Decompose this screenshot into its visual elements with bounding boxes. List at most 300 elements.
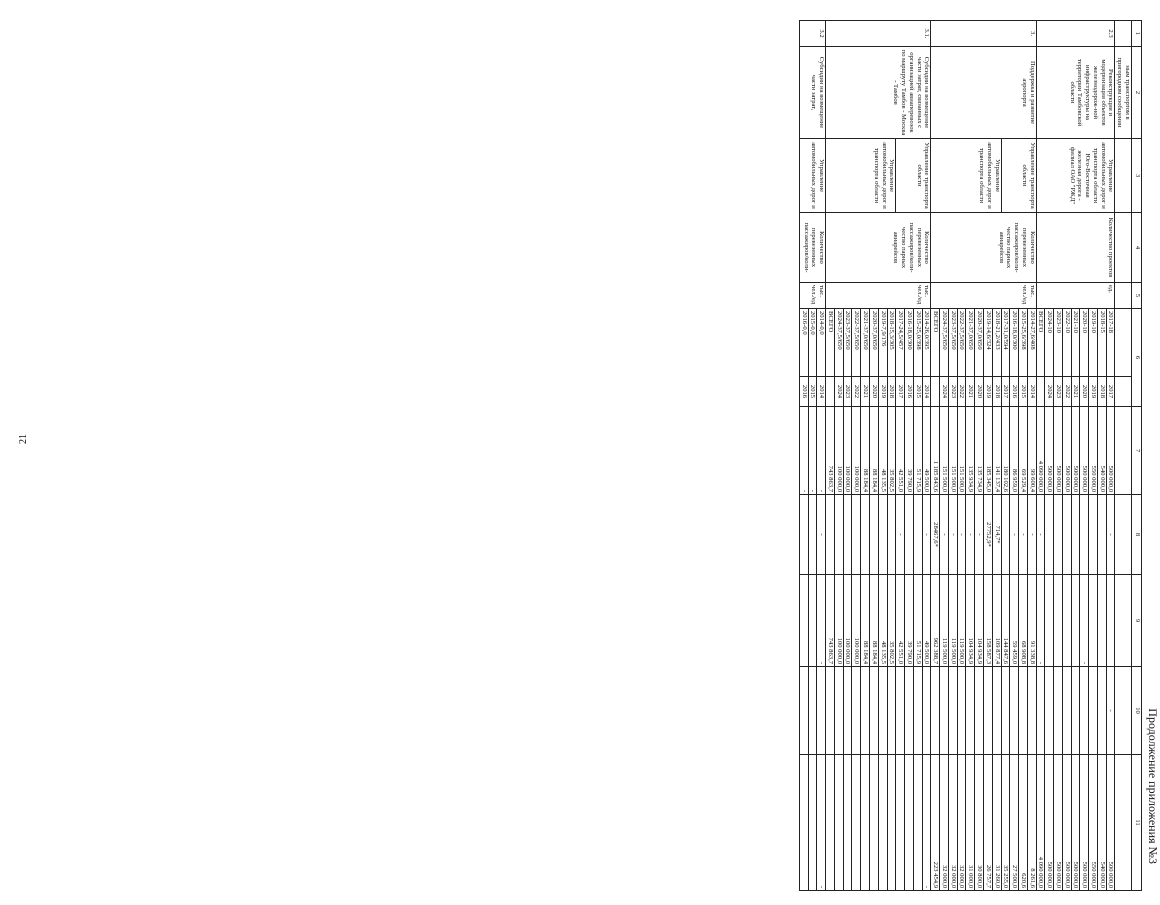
federal-funding-cell — [878, 495, 887, 575]
target-value-cell: ВСЕГО — [931, 309, 940, 377]
regional-funding-cell — [1097, 575, 1106, 667]
other-funding-cell — [870, 755, 879, 891]
federal-funding-cell — [1054, 495, 1063, 575]
federal-funding-cell: - — [1106, 495, 1115, 575]
other-funding-cell — [799, 755, 808, 891]
federal-funding-cell — [1001, 495, 1010, 575]
total-funding-cell: 69 529,4 — [1019, 407, 1028, 495]
year-cell: 2023 — [843, 377, 852, 407]
year-cell: 2020 — [1080, 377, 1089, 407]
regional-funding-cell: 49 500,0 — [922, 575, 931, 667]
regional-funding-cell: 100 000,0 — [852, 575, 861, 667]
other-funding-cell: 27 500,0 — [1010, 755, 1019, 891]
other-funding-cell: 550 000,0 — [1089, 755, 1098, 891]
other-funding-cell: 32 000,0 — [948, 755, 957, 891]
year-cell: 2017 — [896, 377, 905, 407]
regional-funding-cell: 59 459,0 — [1010, 575, 1019, 667]
regional-funding-cell: 119 500,0 — [957, 575, 966, 667]
local-funding-cell — [1045, 667, 1054, 755]
federal-funding-cell — [1062, 495, 1071, 575]
total-funding-cell: 4 090 000,0 — [1036, 407, 1045, 495]
rotated-page — [620, 20, 1160, 889]
federal-funding-cell — [1045, 495, 1054, 575]
other-funding-cell — [834, 755, 843, 891]
appendix-title: Продолжение приложения №3 — [1146, 708, 1160, 864]
table-row — [1106, 21, 1115, 891]
indicator-cell: Количество перевезенных пассажиров/коли-чество парных авиарейсов — [931, 213, 1036, 283]
target-value-cell: 2016-0,0 — [799, 309, 808, 377]
empty-cell — [1115, 755, 1132, 891]
section-name: Поддержка и развитие аэропорта — [931, 47, 1036, 139]
local-funding-cell — [940, 667, 949, 755]
empty-cell — [1115, 309, 1132, 377]
local-funding-cell — [799, 667, 808, 755]
regional-funding-cell: 109 877,4 — [992, 575, 1001, 667]
target-value-cell: 2023-37,5/650 — [843, 309, 852, 377]
empty-cell — [1115, 667, 1132, 755]
section-name: Реконструкция и модернизация объектов железнодорож-ной инфраструктуры на территории Тамбовской области — [1036, 47, 1115, 139]
target-value-cell: 2017-31,0/594 — [1001, 309, 1010, 377]
other-funding-cell — [843, 755, 852, 891]
indicator-cell: Количество перевезенных пассажиров/коли- — [799, 213, 825, 283]
other-funding-cell — [878, 755, 887, 891]
target-value-cell: 2022-37,5/650 — [852, 309, 861, 377]
local-funding-cell — [843, 667, 852, 755]
indicator-cell: Количество перевезенных пассажиров/коли-чество парных авиарейсов — [826, 213, 931, 283]
target-value-cell: 2024-10 — [1045, 309, 1054, 377]
regional-funding-cell: 100 000,0 — [843, 575, 852, 667]
section-number: 3. — [931, 21, 1036, 47]
other-funding-cell: 500 000,0 — [1106, 755, 1115, 891]
section-name: Субсидии на возмещение части затрат, — [799, 47, 825, 139]
total-funding-cell: 500 000,0 — [1080, 407, 1089, 495]
target-value-cell: ВСЕГО — [1036, 309, 1045, 377]
other-funding-cell — [808, 755, 817, 891]
target-value-cell: 2020-10 — [1080, 309, 1089, 377]
total-funding-cell: 500 000,0 — [1054, 407, 1063, 495]
other-funding-cell: 32 000,0 — [940, 755, 949, 891]
federal-funding-cell: 28467,6* — [931, 495, 940, 575]
total-funding-cell: 550 000,0 — [1089, 407, 1098, 495]
federal-funding-cell — [808, 495, 817, 575]
federal-funding-cell — [905, 495, 914, 575]
year-cell: 2024 — [940, 377, 949, 407]
year-cell: 2015 — [913, 377, 922, 407]
regional-funding-cell: 42 551,0 — [896, 575, 905, 667]
other-funding-cell: 500 000,0 — [1071, 755, 1080, 891]
executor-cell — [1115, 139, 1132, 213]
year-cell — [1036, 377, 1045, 407]
unit-cell: тыс. чел./ед — [826, 283, 931, 309]
executor-cell: Управление автомобильных дорог и транспорта области Юго-Восточная железная дорога - филиал ОАО "РЖД" — [1036, 139, 1115, 213]
target-value-cell: 2014-0,0 — [817, 309, 826, 377]
executor-cell: Управление транспорта области — [896, 139, 931, 213]
other-funding-cell: 223 454,9 — [931, 755, 940, 891]
page-number: 21 — [18, 434, 29, 444]
other-funding-cell: 8 261,6 — [1027, 755, 1036, 891]
regional-funding-cell: 104 934,9 — [975, 575, 984, 667]
total-funding-cell: 180 102,6 — [1001, 407, 1010, 495]
regional-funding-cell: - — [1080, 575, 1089, 667]
year-cell: 2024 — [1045, 377, 1054, 407]
other-funding-cell — [905, 755, 914, 891]
local-funding-cell — [975, 667, 984, 755]
total-funding-cell: 135 734,9 — [975, 407, 984, 495]
year-cell: 2019 — [878, 377, 887, 407]
regional-funding-cell: 104 934,9 — [966, 575, 975, 667]
regional-funding-cell: 68 908,8 — [1019, 575, 1028, 667]
total-funding-cell: 88 184,4 — [870, 407, 879, 495]
executor-cell: Управление автомобильных дорог и — [799, 139, 825, 213]
year-cell: 2017 — [1106, 377, 1115, 407]
year-cell: 2021 — [1071, 377, 1080, 407]
other-funding-cell: 35 255,0 — [1001, 755, 1010, 891]
target-value-cell: 2015-25,0/398 — [913, 309, 922, 377]
federal-funding-cell — [834, 495, 843, 575]
federal-funding-cell — [852, 495, 861, 575]
program-table — [799, 20, 1142, 891]
federal-funding-cell: - — [975, 495, 984, 575]
other-funding-cell: 31 260,0 — [992, 755, 1001, 891]
year-cell: 2021 — [861, 377, 870, 407]
other-funding-cell: 32 000,0 — [957, 755, 966, 891]
other-funding-cell: - — [922, 755, 931, 891]
year-cell: 2022 — [1062, 377, 1071, 407]
total-funding-cell: 39 790,0 — [905, 407, 914, 495]
local-funding-cell — [905, 667, 914, 755]
total-funding-cell: 49 500,0 — [922, 407, 931, 495]
year-cell: 2023 — [1054, 377, 1063, 407]
year-cell: 2021 — [966, 377, 975, 407]
empty-cell — [1115, 575, 1132, 667]
column-number: 9 — [1132, 575, 1142, 667]
federal-funding-cell: - — [1036, 495, 1045, 575]
total-funding-cell: 86 959,0 — [1010, 407, 1019, 495]
local-funding-cell — [878, 667, 887, 755]
local-funding-cell — [861, 667, 870, 755]
year-cell: 2018 — [1097, 377, 1106, 407]
federal-funding-cell — [887, 495, 896, 575]
total-funding-cell: 540 000,0 — [1097, 407, 1106, 495]
column-number: 4 — [1132, 213, 1142, 283]
total-funding-cell: 500 000,0 — [1045, 407, 1054, 495]
other-funding-cell — [861, 755, 870, 891]
unit-cell: тыс. чел./ед — [799, 283, 825, 309]
target-value-cell: 2024-37,5/650 — [940, 309, 949, 377]
column-number: 11 — [1132, 755, 1142, 891]
local-funding-cell — [1001, 667, 1010, 755]
local-funding-cell — [1019, 667, 1028, 755]
year-cell: 2018 — [992, 377, 1001, 407]
executor-cell: Управление автомобильных дорог и транспорта области — [826, 139, 896, 213]
federal-funding-cell: - — [966, 495, 975, 575]
year-cell: 2024 — [834, 377, 843, 407]
target-value-cell: 2021-37,0/650 — [966, 309, 975, 377]
regional-funding-cell — [808, 575, 817, 667]
total-funding-cell: 88 184,4 — [861, 407, 870, 495]
other-funding-cell: - — [817, 755, 826, 891]
local-funding-cell — [983, 667, 992, 755]
executor-cell: Управление автомобильных дорог и транспорта области — [931, 139, 1001, 213]
empty-cell — [1115, 377, 1132, 407]
local-funding-cell — [826, 667, 835, 755]
local-funding-cell — [1054, 667, 1063, 755]
other-funding-cell — [913, 755, 922, 891]
column-number: 7 — [1132, 407, 1142, 495]
regional-funding-cell — [1106, 575, 1115, 667]
empty-cell — [1115, 407, 1132, 495]
column-number: 1 — [1132, 21, 1142, 47]
local-funding-cell — [887, 667, 896, 755]
other-funding-cell: 500 000,0 — [1062, 755, 1071, 891]
target-value-cell: 2019-10 — [1089, 309, 1098, 377]
local-funding-cell — [1080, 667, 1089, 755]
column-number: 3 — [1132, 139, 1142, 213]
regional-funding-cell — [1071, 575, 1080, 667]
target-value-cell: 2021-10 — [1071, 309, 1080, 377]
total-funding-cell: 500 000,0 — [1062, 407, 1071, 495]
total-funding-cell: 100 000,0 — [852, 407, 861, 495]
indicator-cell: Количество проектов — [1036, 213, 1115, 283]
federal-funding-cell — [826, 495, 835, 575]
local-funding-cell — [1062, 667, 1071, 755]
target-value-cell: 2022-37,5/650 — [957, 309, 966, 377]
regional-funding-cell: 962 388,7 — [931, 575, 940, 667]
target-value-cell: 2023-10 — [1054, 309, 1063, 377]
target-value-cell: ВСЕГО — [826, 309, 835, 377]
target-value-cell: 2018-21,2/433 — [992, 309, 1001, 377]
regional-funding-cell: 35 802,5 — [887, 575, 896, 667]
total-funding-cell: 500 000,0 — [1106, 407, 1115, 495]
regional-funding-cell: - — [817, 575, 826, 667]
local-funding-cell — [931, 667, 940, 755]
column-number: 8 — [1132, 495, 1142, 575]
target-value-cell: 2022-10 — [1062, 309, 1071, 377]
total-funding-cell: 185 345,0 — [983, 407, 992, 495]
federal-funding-cell: - — [940, 495, 949, 575]
regional-funding-cell: 88 184,4 — [870, 575, 879, 667]
regional-funding-cell — [1062, 575, 1071, 667]
federal-funding-cell — [843, 495, 852, 575]
target-value-cell: 2018-15 — [1097, 309, 1106, 377]
section-number: 2.3 — [1036, 21, 1115, 47]
regional-funding-cell: 88 184,4 — [861, 575, 870, 667]
total-funding-cell: 48 135,5 — [878, 407, 887, 495]
regional-funding-cell: 100 000,0 — [834, 575, 843, 667]
other-funding-cell: 500 000,0 — [1080, 755, 1089, 891]
local-funding-cell — [922, 667, 931, 755]
target-value-cell: 2020-37,0/650 — [870, 309, 879, 377]
year-cell: 2022 — [852, 377, 861, 407]
target-value-cell: 2015-0,0 — [808, 309, 817, 377]
total-funding-cell: 35 802,5 — [887, 407, 896, 495]
federal-funding-cell — [1097, 495, 1106, 575]
other-funding-cell — [887, 755, 896, 891]
target-value-cell: 2018-15,3/305 — [887, 309, 896, 377]
section-number: 3.2 — [799, 21, 825, 47]
regional-funding-cell — [1054, 575, 1063, 667]
federal-funding-cell — [1071, 495, 1080, 575]
federal-funding-cell: - — [1019, 495, 1028, 575]
column-number: 5 — [1132, 283, 1142, 309]
local-funding-cell — [913, 667, 922, 755]
local-funding-cell — [808, 667, 817, 755]
year-cell: 2014 — [1027, 377, 1036, 407]
local-funding-cell — [896, 667, 905, 755]
total-funding-cell: 51 715,9 — [913, 407, 922, 495]
local-funding-cell — [834, 667, 843, 755]
federal-funding-cell: - — [1010, 495, 1019, 575]
regional-funding-cell — [799, 575, 808, 667]
federal-funding-cell: - — [948, 495, 957, 575]
other-funding-cell: 26 757,7 — [983, 755, 992, 891]
other-funding-cell: 4 090 000,0 — [1036, 755, 1045, 891]
other-funding-cell: 500 000,0 — [1054, 755, 1063, 891]
rotated-content — [620, 20, 1160, 889]
regional-funding-cell: 48 135,5 — [878, 575, 887, 667]
target-value-cell: 2021-37,0/650 — [861, 309, 870, 377]
table-row — [1115, 21, 1132, 891]
local-funding-cell — [1071, 667, 1080, 755]
regional-funding-cell: 158 587,3 — [983, 575, 992, 667]
local-funding-cell — [1036, 667, 1045, 755]
total-funding-cell: 743 863,7 — [826, 407, 835, 495]
federal-funding-cell: - — [957, 495, 966, 575]
target-value-cell: 2020-37,0/650 — [975, 309, 984, 377]
local-funding-cell — [948, 667, 957, 755]
total-funding-cell: 42 551,0 — [896, 407, 905, 495]
other-funding-cell: 620,6 — [1019, 755, 1028, 891]
target-value-cell: 2017-24,5/457 — [896, 309, 905, 377]
regional-funding-cell: 144 847,6 — [1001, 575, 1010, 667]
total-funding-cell: 151 500,0 — [940, 407, 949, 495]
local-funding-cell — [966, 667, 975, 755]
total-funding-cell: 500 000,0 — [1071, 407, 1080, 495]
total-funding-cell: 100 000,0 — [843, 407, 852, 495]
federal-funding-cell: 714,7* — [992, 495, 1001, 575]
federal-funding-cell — [1089, 495, 1098, 575]
total-funding-cell: 99 600,4 — [1027, 407, 1036, 495]
federal-funding-cell — [913, 495, 922, 575]
table-row — [992, 21, 1001, 891]
target-value-cell: 2016-18,0/300 — [905, 309, 914, 377]
table-row — [1027, 21, 1036, 891]
target-value-cell: 2019-14,6/324 — [983, 309, 992, 377]
total-funding-cell: - — [799, 407, 808, 495]
target-value-cell: 2014-26,0/395 — [922, 309, 931, 377]
local-funding-cell — [817, 667, 826, 755]
executor-cell: Управление транспорта области — [1001, 139, 1036, 213]
other-funding-cell: 500 000,0 — [1045, 755, 1054, 891]
column-number: 10 — [1132, 667, 1142, 755]
other-funding-cell: 30 800,0 — [975, 755, 984, 891]
year-cell — [826, 377, 835, 407]
total-funding-cell: - — [808, 407, 817, 495]
federal-funding-cell — [870, 495, 879, 575]
total-funding-cell: 141 137,4 — [992, 407, 1001, 495]
year-cell: 2020 — [975, 377, 984, 407]
unit-cell — [1115, 283, 1132, 309]
regional-funding-cell: 119 500,0 — [940, 575, 949, 667]
unit-cell: ед. — [1036, 283, 1115, 309]
total-funding-cell: 1 185 843,6 — [931, 407, 940, 495]
federal-funding-cell — [1080, 495, 1089, 575]
year-cell: 2016 — [905, 377, 914, 407]
target-value-cell: 2014-27,6/408 — [1027, 309, 1036, 377]
indicator-cell — [1115, 213, 1132, 283]
other-funding-cell — [852, 755, 861, 891]
local-funding-cell — [992, 667, 1001, 755]
year-cell: 2023 — [948, 377, 957, 407]
total-funding-cell: 135 934,9 — [966, 407, 975, 495]
federal-funding-cell: - — [1027, 495, 1036, 575]
year-cell: 2014 — [922, 377, 931, 407]
local-funding-cell — [1010, 667, 1019, 755]
local-funding-cell — [852, 667, 861, 755]
regional-funding-cell — [1045, 575, 1054, 667]
total-funding-cell: 100 000,0 — [834, 407, 843, 495]
total-funding-cell: 151 500,0 — [957, 407, 966, 495]
federal-funding-cell: 27752,9* — [983, 495, 992, 575]
year-cell: 2018 — [887, 377, 896, 407]
total-funding-cell: 151 500,0 — [948, 407, 957, 495]
year-cell: 2022 — [957, 377, 966, 407]
section-number — [1115, 21, 1132, 47]
target-value-cell: 2019-7,9/176 — [878, 309, 887, 377]
regional-funding-cell — [1089, 575, 1098, 667]
column-number: 6 — [1132, 309, 1142, 407]
column-number-row — [1132, 21, 1142, 891]
target-value-cell: 2023-37,5/650 — [948, 309, 957, 377]
year-cell: 2016 — [799, 377, 808, 407]
unit-cell: тыс. чел./ед — [931, 283, 1036, 309]
total-funding-cell: - — [817, 407, 826, 495]
year-cell: 2015 — [1019, 377, 1028, 407]
year-cell: 2019 — [983, 377, 992, 407]
empty-cell — [1115, 495, 1132, 575]
section-name: ным транспортом в пригородном сообщении — [1115, 47, 1132, 139]
local-funding-cell — [957, 667, 966, 755]
year-cell: 2015 — [808, 377, 817, 407]
year-cell: 2016 — [1010, 377, 1019, 407]
regional-funding-cell: - — [1036, 575, 1045, 667]
local-funding-cell — [1089, 667, 1098, 755]
federal-funding-cell: - — [817, 495, 826, 575]
federal-funding-cell: - — [922, 495, 931, 575]
regional-funding-cell: 743 863,7 — [826, 575, 835, 667]
local-funding-cell — [1027, 667, 1036, 755]
target-value-cell: 2017-18 — [1106, 309, 1115, 377]
other-funding-cell — [826, 755, 835, 891]
other-funding-cell: 540 000,0 — [1097, 755, 1106, 891]
target-value-cell: 2016-18,0/300 — [1010, 309, 1019, 377]
year-cell: 2020 — [870, 377, 879, 407]
year-cell — [931, 377, 940, 407]
target-value-cell: 2024-37,5/650 — [834, 309, 843, 377]
local-funding-cell — [1097, 667, 1106, 755]
column-number: 2 — [1132, 47, 1142, 139]
regional-funding-cell: 119 500,0 — [948, 575, 957, 667]
federal-funding-cell — [799, 495, 808, 575]
local-funding-cell: - — [1106, 667, 1115, 755]
section-name: Субсидии на возмещение части затрат, связанных с организацией авиаперевозок по маршруту Тамбов - Москва - Тамбов — [826, 47, 931, 139]
other-funding-cell — [896, 755, 905, 891]
other-funding-cell: 31 000,0 — [966, 755, 975, 891]
federal-funding-cell — [861, 495, 870, 575]
regional-funding-cell: 51 715,9 — [913, 575, 922, 667]
year-cell: 2017 — [1001, 377, 1010, 407]
year-cell: 2019 — [1089, 377, 1098, 407]
